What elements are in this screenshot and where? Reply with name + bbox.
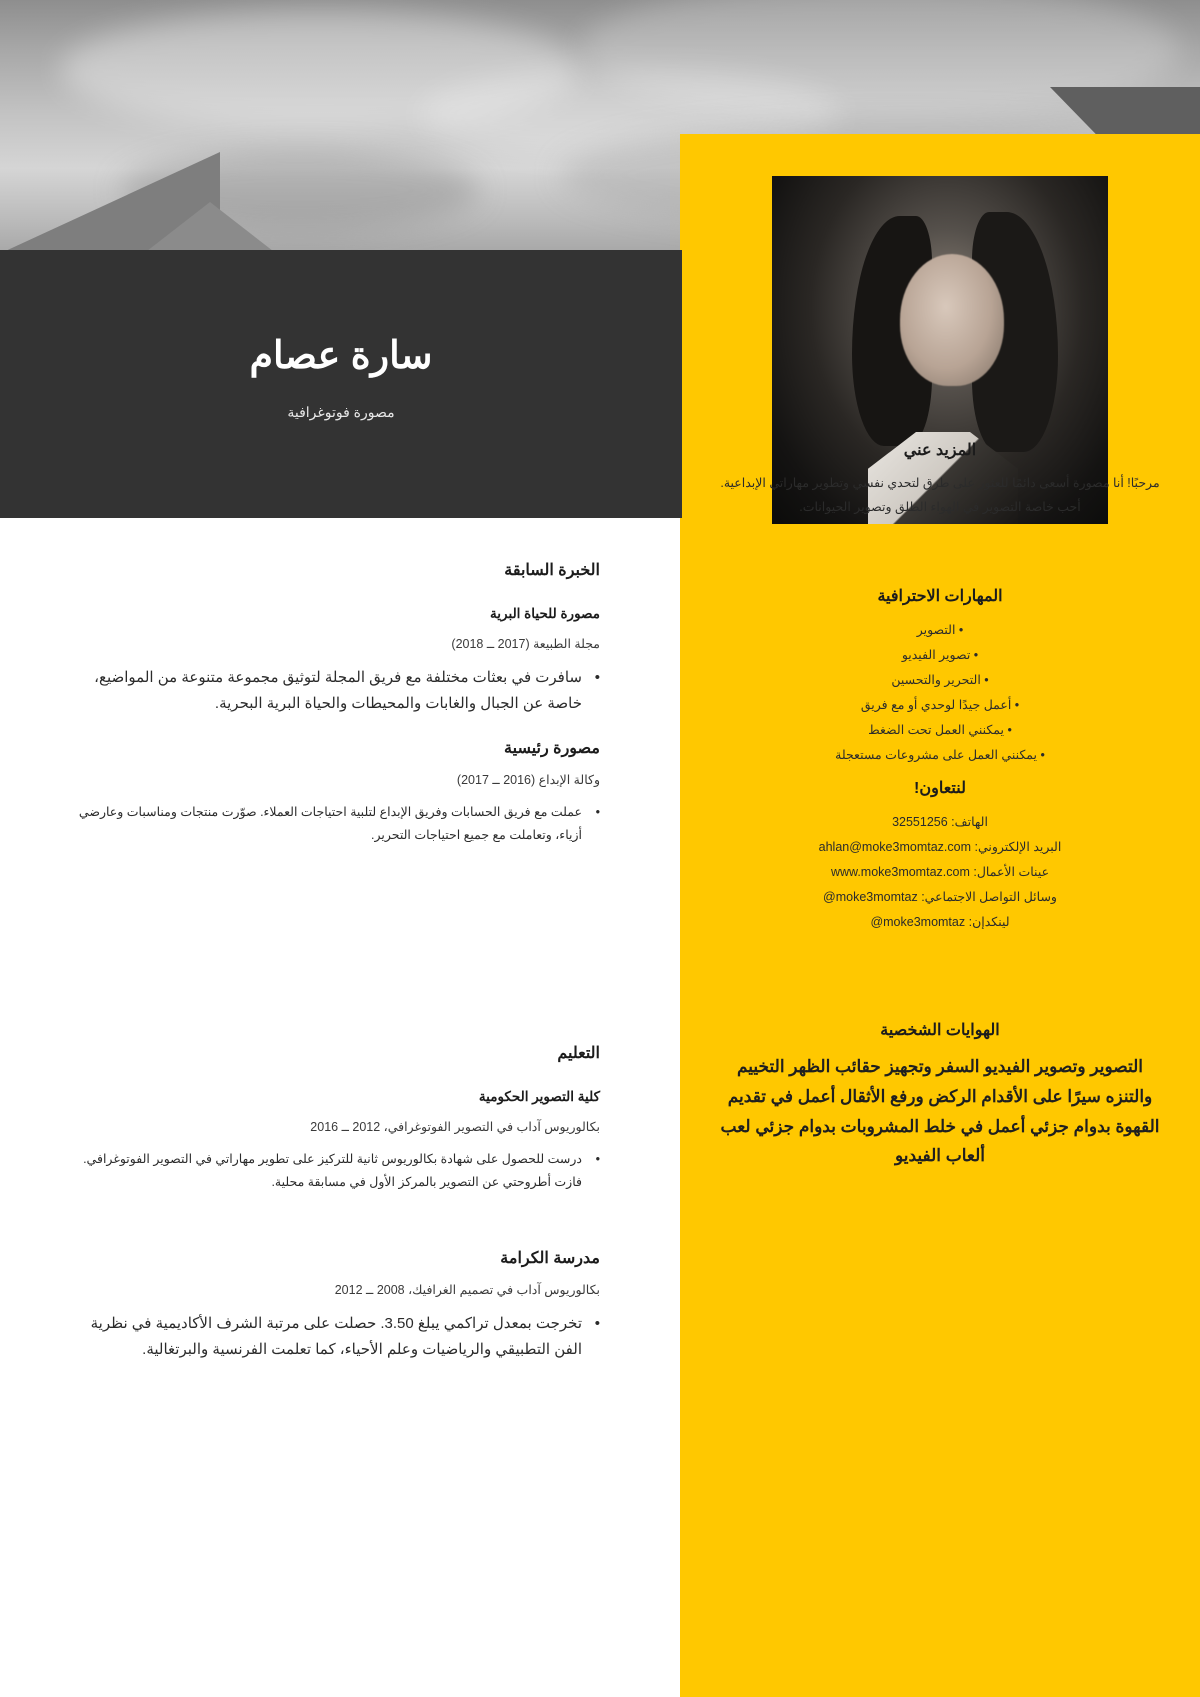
skills-list (720, 618, 1160, 768)
spacer (60, 1214, 600, 1248)
list-item: • سافرت في بعثات مختلفة مع فريق المجلة لتوثيق مجموعة متنوعة من المواضيع، خاصة عن الجبال والغابات والمحيطات والحياة البرية البحرية. (60, 665, 600, 718)
experience-item (60, 606, 600, 718)
hobbies-section (680, 1020, 1200, 1171)
job-bullets (60, 801, 600, 847)
school-name: كلية التصوير الحكومية (478, 1088, 600, 1104)
skills-section (680, 586, 1200, 768)
about-section (680, 440, 1200, 520)
contact-website[interactable]: عينات الأعمال: www.moke3momtaz.com (830, 865, 1050, 879)
job-title: مصورة فوتوغرافية (287, 404, 395, 420)
contact-phone: الهاتف: 32551256 (892, 815, 988, 829)
school-bullets (60, 1311, 600, 1364)
skills-heading: المهارات الاحترافية (877, 588, 1003, 605)
contact-linkedin[interactable]: لينكدإن: moke3momtaz@ (870, 915, 1010, 929)
job-role: مصورة للحياة البرية (490, 606, 600, 621)
experience-heading: الخبرة السابقة (504, 562, 600, 579)
hobbies-text: التصوير وتصوير الفيديو السفر وتجهيز حقائب الظهر التخييم والتنزه سيرًا على الأقدام الركض ورفع الأثقال أعمل في تقديم القهوة بدوام جزئي أعمل في خلط المشروبات بدوام جزئي لعب ألعاب الفيديو (720, 1057, 1160, 1166)
list-item: • التصوير (916, 623, 964, 637)
school-meta: بكالوريوس آداب في تصميم الغرافيك، 2008 ــ 2012 (334, 1283, 600, 1297)
job-role: مصورة رئيسية (504, 739, 600, 757)
contact-social[interactable]: وسائل التواصل الاجتماعي: moke3momtaz@ (823, 890, 1057, 904)
main-content (0, 560, 680, 1384)
education-heading: التعليم (557, 1044, 600, 1062)
name-band (0, 250, 682, 518)
hobbies-heading: الهوايات الشخصية (880, 1022, 1000, 1039)
list-item: • تصوير الفيديو (901, 648, 979, 662)
education-item (60, 1248, 600, 1364)
list-item: • تخرجت بمعدل تراكمي يبلغ 3.50. حصلت على مرتبة الشرف الأكاديمية في نظرية الفن التطبيقي والرياضيات وعلم الأحياء، كما تعلمت الفرنسية والبرتغالية. (60, 1311, 600, 1364)
about-text: مرحبًا! أنا مصورة أسعى دائمًا للعثور على طرق لتحدي نفسي وتطوير مهاراتي الإبداعية. أحب خاصة التصوير في الهواء الطلق وتصوير الحيوانات. (720, 476, 1160, 514)
school-meta: بكالوريوس آداب في التصوير الفوتوغرافي، 2012 ــ 2016 (310, 1119, 600, 1134)
job-meta: مجلة الطبيعة (2017 ــ 2018) (451, 637, 600, 651)
education-item (60, 1089, 600, 1194)
job-meta: وكالة الإبداع (2016 ــ 2017) (456, 772, 600, 787)
contact-email[interactable]: البريد الإلكتروني: ahlan@moke3momtaz.com (818, 840, 1062, 854)
page-title: سارة عصام (249, 335, 433, 377)
about-heading: المزيد عني (903, 442, 977, 459)
list-item: • درست للحصول على شهادة بكالوريوس ثانية للتركيز على تطوير مهاراتي في التصوير الفوتوغرافي. فازت أطروحتي عن التصوير بالمركز الأول في مسابقة محلية. (60, 1148, 600, 1194)
experience-item (60, 738, 600, 847)
face-shape (900, 254, 1004, 386)
list-item: • يمكنني العمل تحت الضغط (868, 723, 1012, 737)
list-item: • يمكنني العمل على مشروعات مستعجلة (835, 748, 1045, 762)
job-bullets (60, 665, 600, 718)
contact-section (680, 778, 1200, 935)
school-name: مدرسة الكرامة (500, 1250, 600, 1267)
list-item: • أعمل جيدًا لوحدي أو مع فريق (860, 698, 1020, 712)
list-item: • عملت مع فريق الحسابات وفريق الإبداع لتلبية احتياجات العملاء. صوّرت منتجات ومناسبات وعارضي أزياء، وتعاملت مع جميع احتياجات التحرير. (60, 801, 600, 847)
experience-section (60, 560, 600, 847)
contact-heading: لنتعاون! (914, 780, 966, 797)
school-bullets (60, 1148, 600, 1194)
education-section (60, 1043, 600, 1364)
list-item: • التحرير والتحسين (891, 673, 989, 687)
